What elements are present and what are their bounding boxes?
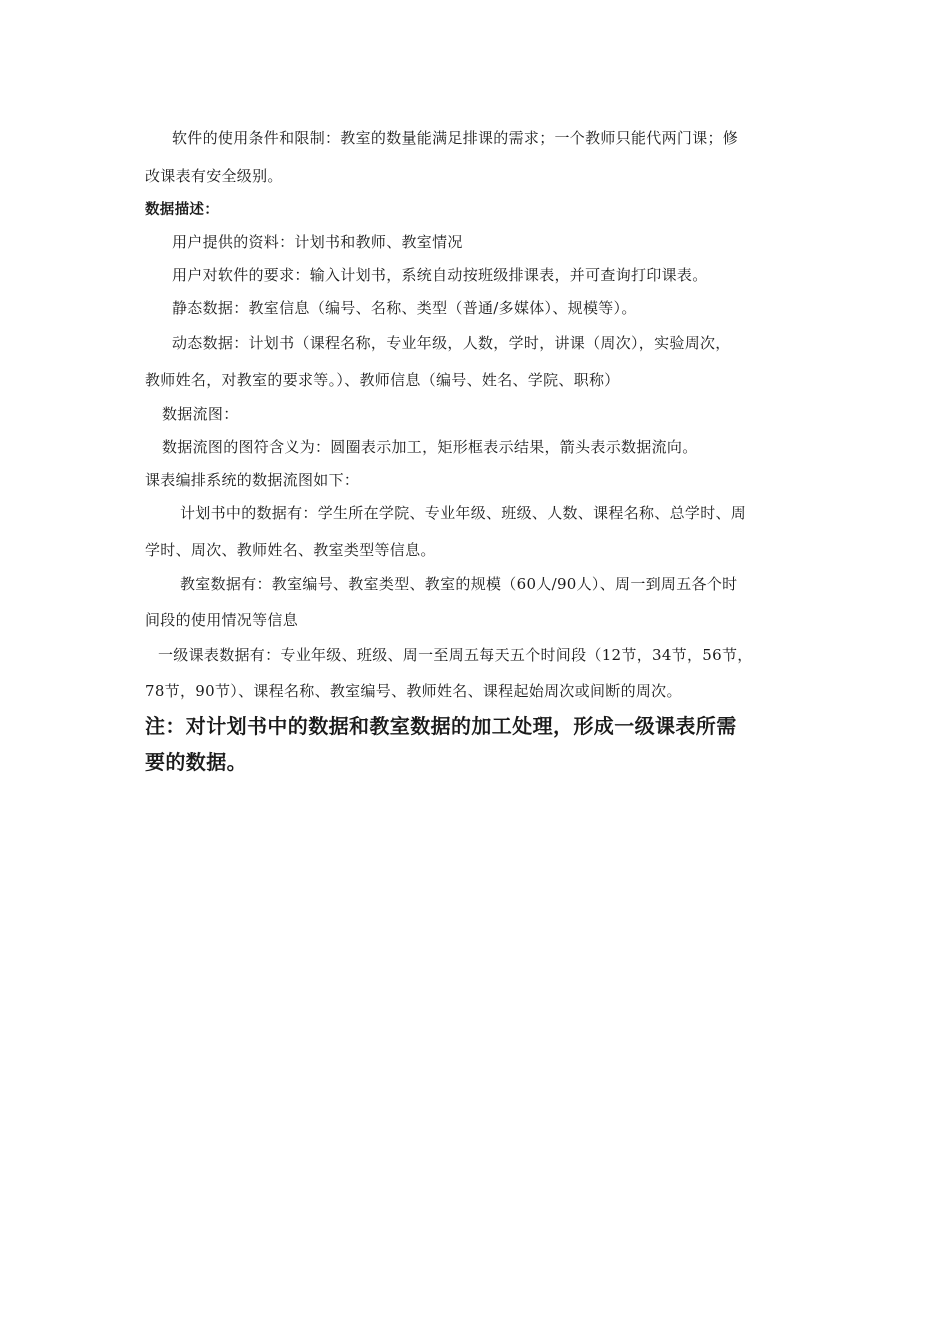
paragraph-dynamic-data-line-1: 动态数据：计划书（课程名称，专业年级，人数，学时，讲课（周次），实验周次，	[172, 334, 731, 352]
paragraph-dataflow-legend: 数据流图的图符含义为：圆圈表示加工，矩形框表示结果，箭头表示数据流向。	[162, 438, 698, 456]
paragraph-usage-conditions-line-1: 软件的使用条件和限制：教室的数量能满足排课的需求；一个教师只能代两门课；修	[172, 129, 739, 147]
paragraph-classroom-data-line-2: 间段的使用情况等信息	[145, 611, 299, 629]
paragraph-user-requirements: 用户对软件的要求：输入计划书，系统自动按班级排课表，并可查询打印课表。	[172, 266, 708, 284]
paragraph-dynamic-data-line-2: 教师姓名，对教室的要求等。）、教师信息（编号、姓名、学院、职称）	[145, 371, 620, 389]
paragraph-static-data: 静态数据：教室信息（编号、名称、类型（普通/多媒体）、规模等）。	[172, 299, 637, 317]
paragraph-schedule-data-line-2: 78节，90节）、课程名称、教室编号、教师姓名、课程起始周次或间断的周次。	[145, 682, 682, 700]
paragraph-dataflow-intro: 课表编排系统的数据流图如下：	[145, 471, 360, 489]
note-line-2: 要的数据。	[145, 750, 247, 774]
paragraph-dataflow-title: 数据流图：	[162, 405, 239, 423]
paragraph-plan-data-line-1: 计划书中的数据有：学生所在学院、专业年级、班级、人数、课程名称、总学时、周	[180, 504, 747, 522]
paragraph-usage-conditions-line-2: 改课表有安全级别。	[145, 167, 283, 185]
paragraph-plan-data-line-2: 学时、周次、教师姓名、教室类型等信息。	[145, 541, 436, 559]
heading-data-description: 数据描述：	[145, 202, 219, 218]
note-line-1: 注：对计划书中的数据和教室数据的加工处理，形成一级课表所需	[145, 714, 737, 738]
paragraph-classroom-data-line-1: 教室数据有：教室编号、教室类型、教室的规模（60人/90人）、周一到周五各个时	[180, 575, 738, 593]
paragraph-schedule-data-line-1: 一级课表数据有：专业年级、班级、周一至周五每天五个时间段（12节，34节，56节，	[158, 646, 753, 664]
paragraph-user-materials: 用户提供的资料：计划书和教师、教室情况	[172, 233, 463, 251]
